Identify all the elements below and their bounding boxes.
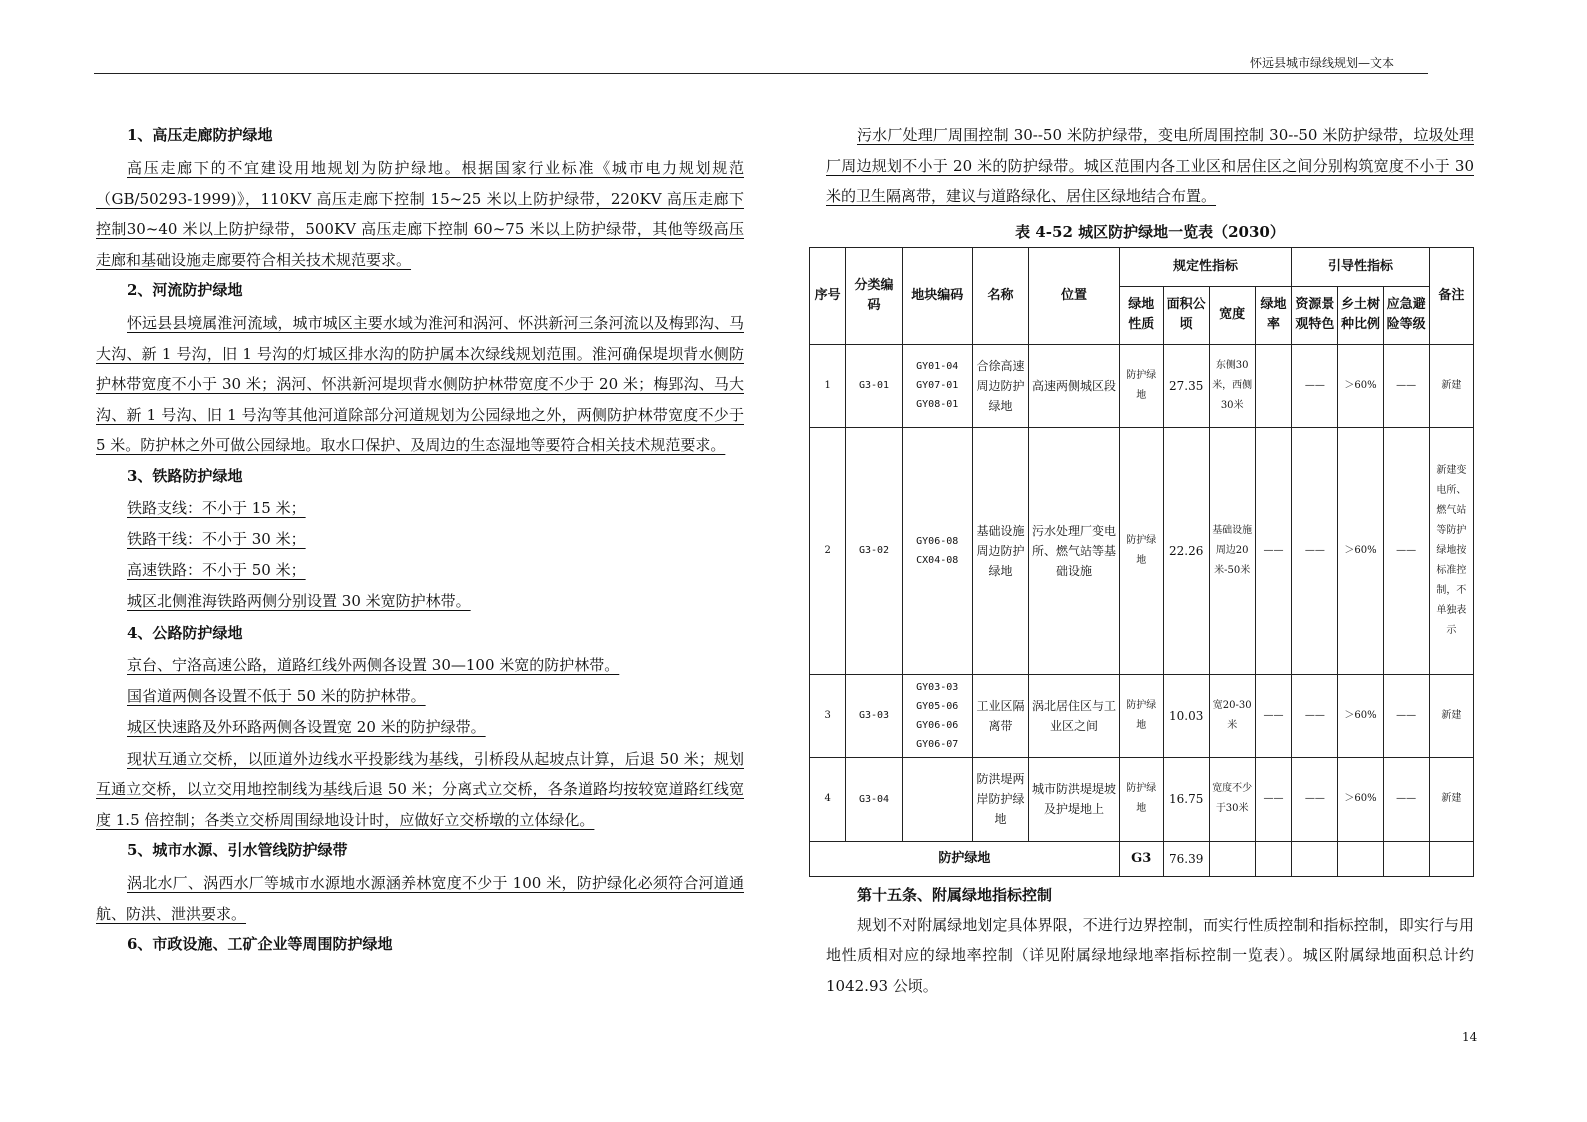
cell-area: 10.03 <box>1163 674 1209 757</box>
table-total-row <box>810 841 1474 876</box>
cell-plot-codes <box>902 427 972 674</box>
running-header: 怀远县城市绿线规划—文本 <box>1250 56 1395 70</box>
cell-native: ＞60% <box>1338 344 1383 427</box>
paragraph: 涡北水厂、涡西水厂等城市水源地水源涵养林宽度不少于 100 米，防护绿化必须符合河道通航、防洪、泄洪要求。 <box>96 874 744 923</box>
cell-width: 宽20-30米 <box>1209 674 1255 757</box>
paragraph: 现状互通立交桥，以匝道外边线水平投影线为基线，引桥段从起坡点计算，后退 50 米；规划互通立交桥，以立交用地控制线为基线后退 50 米；分离式立交桥，各条道路均按较宽道路红线宽度 1.5 倍控制；各类立交桥周围绿地设计时，应做好立交桥墩的立体绿化。 <box>96 749 744 829</box>
plot-code: CX04-08 <box>916 554 959 566</box>
list-line: 高速铁路：不小于 50 米； <box>127 560 306 579</box>
cell-green-rate: —— <box>1255 757 1292 841</box>
plot-code: GY06-06 <box>916 719 959 731</box>
total-label: 防护绿地 <box>810 841 1120 876</box>
cell-name: 工业区隔离带 <box>972 674 1028 757</box>
list-line: 京台、宁洛高速公路，道路红线外两侧各设置 30—100 米宽的防护林带。 <box>127 655 620 674</box>
section-heading: 2、河流防护绿地 <box>127 281 243 299</box>
cell-width: 基础设施周边20米-50米 <box>1209 427 1255 674</box>
header-width: 宽度 <box>1209 286 1255 344</box>
cell-area: 27.35 <box>1163 344 1209 427</box>
cell-nature: 防护绿地 <box>1119 427 1163 674</box>
list-line: 城区北侧淮海铁路两侧分别设置 30 米宽防护林带。 <box>127 591 471 610</box>
header-name: 名称 <box>972 247 1028 344</box>
section-heading: 3、铁路防护绿地 <box>127 466 243 485</box>
protective-green-table <box>809 247 1474 877</box>
cell-location: 涡北居住区与工业区之间 <box>1029 674 1120 757</box>
list-line: 铁路干线：不小于 30 米； <box>127 529 306 548</box>
list-line: 城区快速路及外环路两侧各设置宽 20 米的防护绿带。 <box>127 717 486 736</box>
cell-name: 防洪堤两岸防护绿地 <box>972 757 1028 841</box>
cell-green-rate <box>1255 344 1292 427</box>
cell-location: 高速两侧城区段 <box>1029 344 1120 427</box>
right-column <box>814 120 1474 1001</box>
paragraph: 高压走廊下的不宜建设用地规划为防护绿地。根据国家行业标准《城市电力规划规范（GB/50293-1999)》，110KV 高压走廊下控制 15~25 米以上防护绿带，220KV 高压走廊下控制30~40 米以上防护绿带，500KV 高压走廊下控制 60~75 米以上防护绿带，其他等级高压走廊和基础设施走廊要符合相关技术规范要求。 <box>96 159 744 269</box>
plot-code: GY01-04 <box>916 361 959 372</box>
table-row <box>810 344 1474 427</box>
header-class-code: 分类编码 <box>846 247 902 344</box>
cell-landscape: —— <box>1292 674 1338 757</box>
article-heading: 第十五条、附属绿地指标控制 <box>857 885 1053 904</box>
cell-width: 宽度不少于30米 <box>1209 757 1255 841</box>
cell-green-rate: —— <box>1255 674 1292 757</box>
list-line: 铁路支线：不小于 15 米； <box>127 498 306 517</box>
header-green-rate: 绿地率 <box>1255 286 1292 344</box>
cell-landscape: —— <box>1292 757 1338 841</box>
header-remark: 备注 <box>1429 247 1473 344</box>
table-row <box>810 757 1474 841</box>
paragraph: 怀远县县境属淮河流域，城市城区主要水域为淮河和涡河、怀洪新河三条河流以及梅郢沟、马大沟、新 1 号沟，旧 1 号沟的灯城区排水沟的防护属本次绿线规划范围。淮河确保堤坝背水侧防护林带宽度不小于 30 米；涡河、怀洪新河堤坝背水侧防护林带宽度不少于 20 米；梅郢沟、马大沟、新 1 号沟、旧 1 号沟等其他河道除部分河道规划为公园绿地之外，两侧防护林带宽度不少于 5 米。防护林之外可做公园绿地。取水口保护、及周边的生态湿地等要符合相关技术规范要求。 <box>96 314 744 454</box>
cell-evac: —— <box>1383 674 1429 757</box>
cell-location: 城市防洪堤堤坡及护堤地上 <box>1029 757 1120 841</box>
cell-nature: 防护绿地 <box>1119 757 1163 841</box>
cell-width: 东侧30米，西侧30米 <box>1209 344 1255 427</box>
cell-native: ＞60% <box>1338 427 1383 674</box>
cell-seq: 2 <box>810 427 846 674</box>
header-guiding: 引导性指标 <box>1292 247 1429 286</box>
cell-landscape: —— <box>1292 344 1338 427</box>
cell-class-code: G3-03 <box>846 674 902 757</box>
cell-remark: 新建 <box>1429 757 1473 841</box>
cell-remark: 新建 <box>1429 344 1473 427</box>
plot-code: GY03-03 <box>916 681 959 693</box>
left-column <box>96 120 744 962</box>
cell-remark: 新建 <box>1429 674 1473 757</box>
header-mandatory: 规定性指标 <box>1119 247 1292 286</box>
cell-area: 22.26 <box>1163 427 1209 674</box>
section-heading: 6、市政设施、工矿企业等周围防护绿地 <box>127 935 393 953</box>
total-area: 76.39 <box>1163 841 1209 876</box>
plot-code: GY08-01 <box>916 399 959 410</box>
header-plot-code: 地块编码 <box>902 247 972 344</box>
plot-code: GY05-06 <box>916 700 959 712</box>
cell-class-code: G3-04 <box>846 757 902 841</box>
page-number: 14 <box>1462 1030 1478 1044</box>
header-location: 位置 <box>1029 247 1120 344</box>
cell-native: ＞60% <box>1338 757 1383 841</box>
cell-evac: —— <box>1383 427 1429 674</box>
cell-class-code: G3-01 <box>846 344 902 427</box>
cell-nature: 防护绿地 <box>1119 344 1163 427</box>
section-heading: 1、高压走廊防护绿地 <box>127 126 273 144</box>
table-row <box>810 674 1474 757</box>
list-line: 国省道两侧各设置不低于 50 米的防护林带。 <box>127 686 426 705</box>
plot-code: GY07-01 <box>916 380 959 391</box>
section-heading: 4、公路防护绿地 <box>127 623 243 642</box>
total-code: G3 <box>1119 841 1163 876</box>
paragraph: 污水厂处理厂周围控制 30--50 米防护绿带，变电所周围控制 30--50 米防护绿带，垃圾处理厂周边规划不小于 20 米的防护绿带。城区范围内各工业区和居住区之间分别构筑宽度不小于 30 米的卫生隔离带，建议与道路绿化、居住区绿地结合布置。 <box>826 126 1474 205</box>
cell-remark: 新建变电所、燃气站等防护绿地按标准控制，不单独表示 <box>1429 427 1473 674</box>
cell-plot-codes <box>902 674 972 757</box>
cell-plot-codes <box>902 344 972 427</box>
section-heading: 5、城市水源、引水管线防护绿带 <box>127 841 348 859</box>
header-area: 面积公顷 <box>1163 286 1209 344</box>
header-rule <box>94 73 1428 74</box>
cell-evac: —— <box>1383 344 1429 427</box>
header-evac: 应急避险等级 <box>1383 286 1429 344</box>
cell-seq: 3 <box>810 674 846 757</box>
cell-nature: 防护绿地 <box>1119 674 1163 757</box>
cell-native: ＞60% <box>1338 674 1383 757</box>
cell-landscape: —— <box>1292 427 1338 674</box>
table-caption: 表 4-52 城区防护绿地一览表（2030） <box>1015 222 1285 241</box>
table-row <box>810 427 1474 674</box>
cell-area: 16.75 <box>1163 757 1209 841</box>
cell-green-rate: —— <box>1255 427 1292 674</box>
cell-class-code: G3-02 <box>846 427 902 674</box>
cell-name: 基础设施周边防护绿地 <box>972 427 1028 674</box>
header-nature: 绿地性质 <box>1119 286 1163 344</box>
plot-code: GY06-08 <box>916 535 959 547</box>
cell-plot-codes <box>902 757 972 841</box>
plot-code: GY06-07 <box>916 738 959 750</box>
header-landscape: 资源景观特色 <box>1292 286 1338 344</box>
cell-location: 污水处理厂变电所、燃气站等基础设施 <box>1029 427 1120 674</box>
cell-seq: 1 <box>810 344 846 427</box>
paragraph: 规划不对附属绿地划定具体界限，不进行边界控制，而实行性质控制和指标控制，即实行与用地性质相对应的绿地率控制（详见附属绿地绿地率指标控制一览表）。城区附属绿地面积总计约 1042.93 公顷。 <box>826 915 1474 995</box>
cell-seq: 4 <box>810 757 846 841</box>
cell-evac: —— <box>1383 757 1429 841</box>
header-native: 乡土树种比例 <box>1338 286 1383 344</box>
header-seq: 序号 <box>810 247 846 344</box>
cell-name: 合徐高速周边防护绿地 <box>972 344 1028 427</box>
